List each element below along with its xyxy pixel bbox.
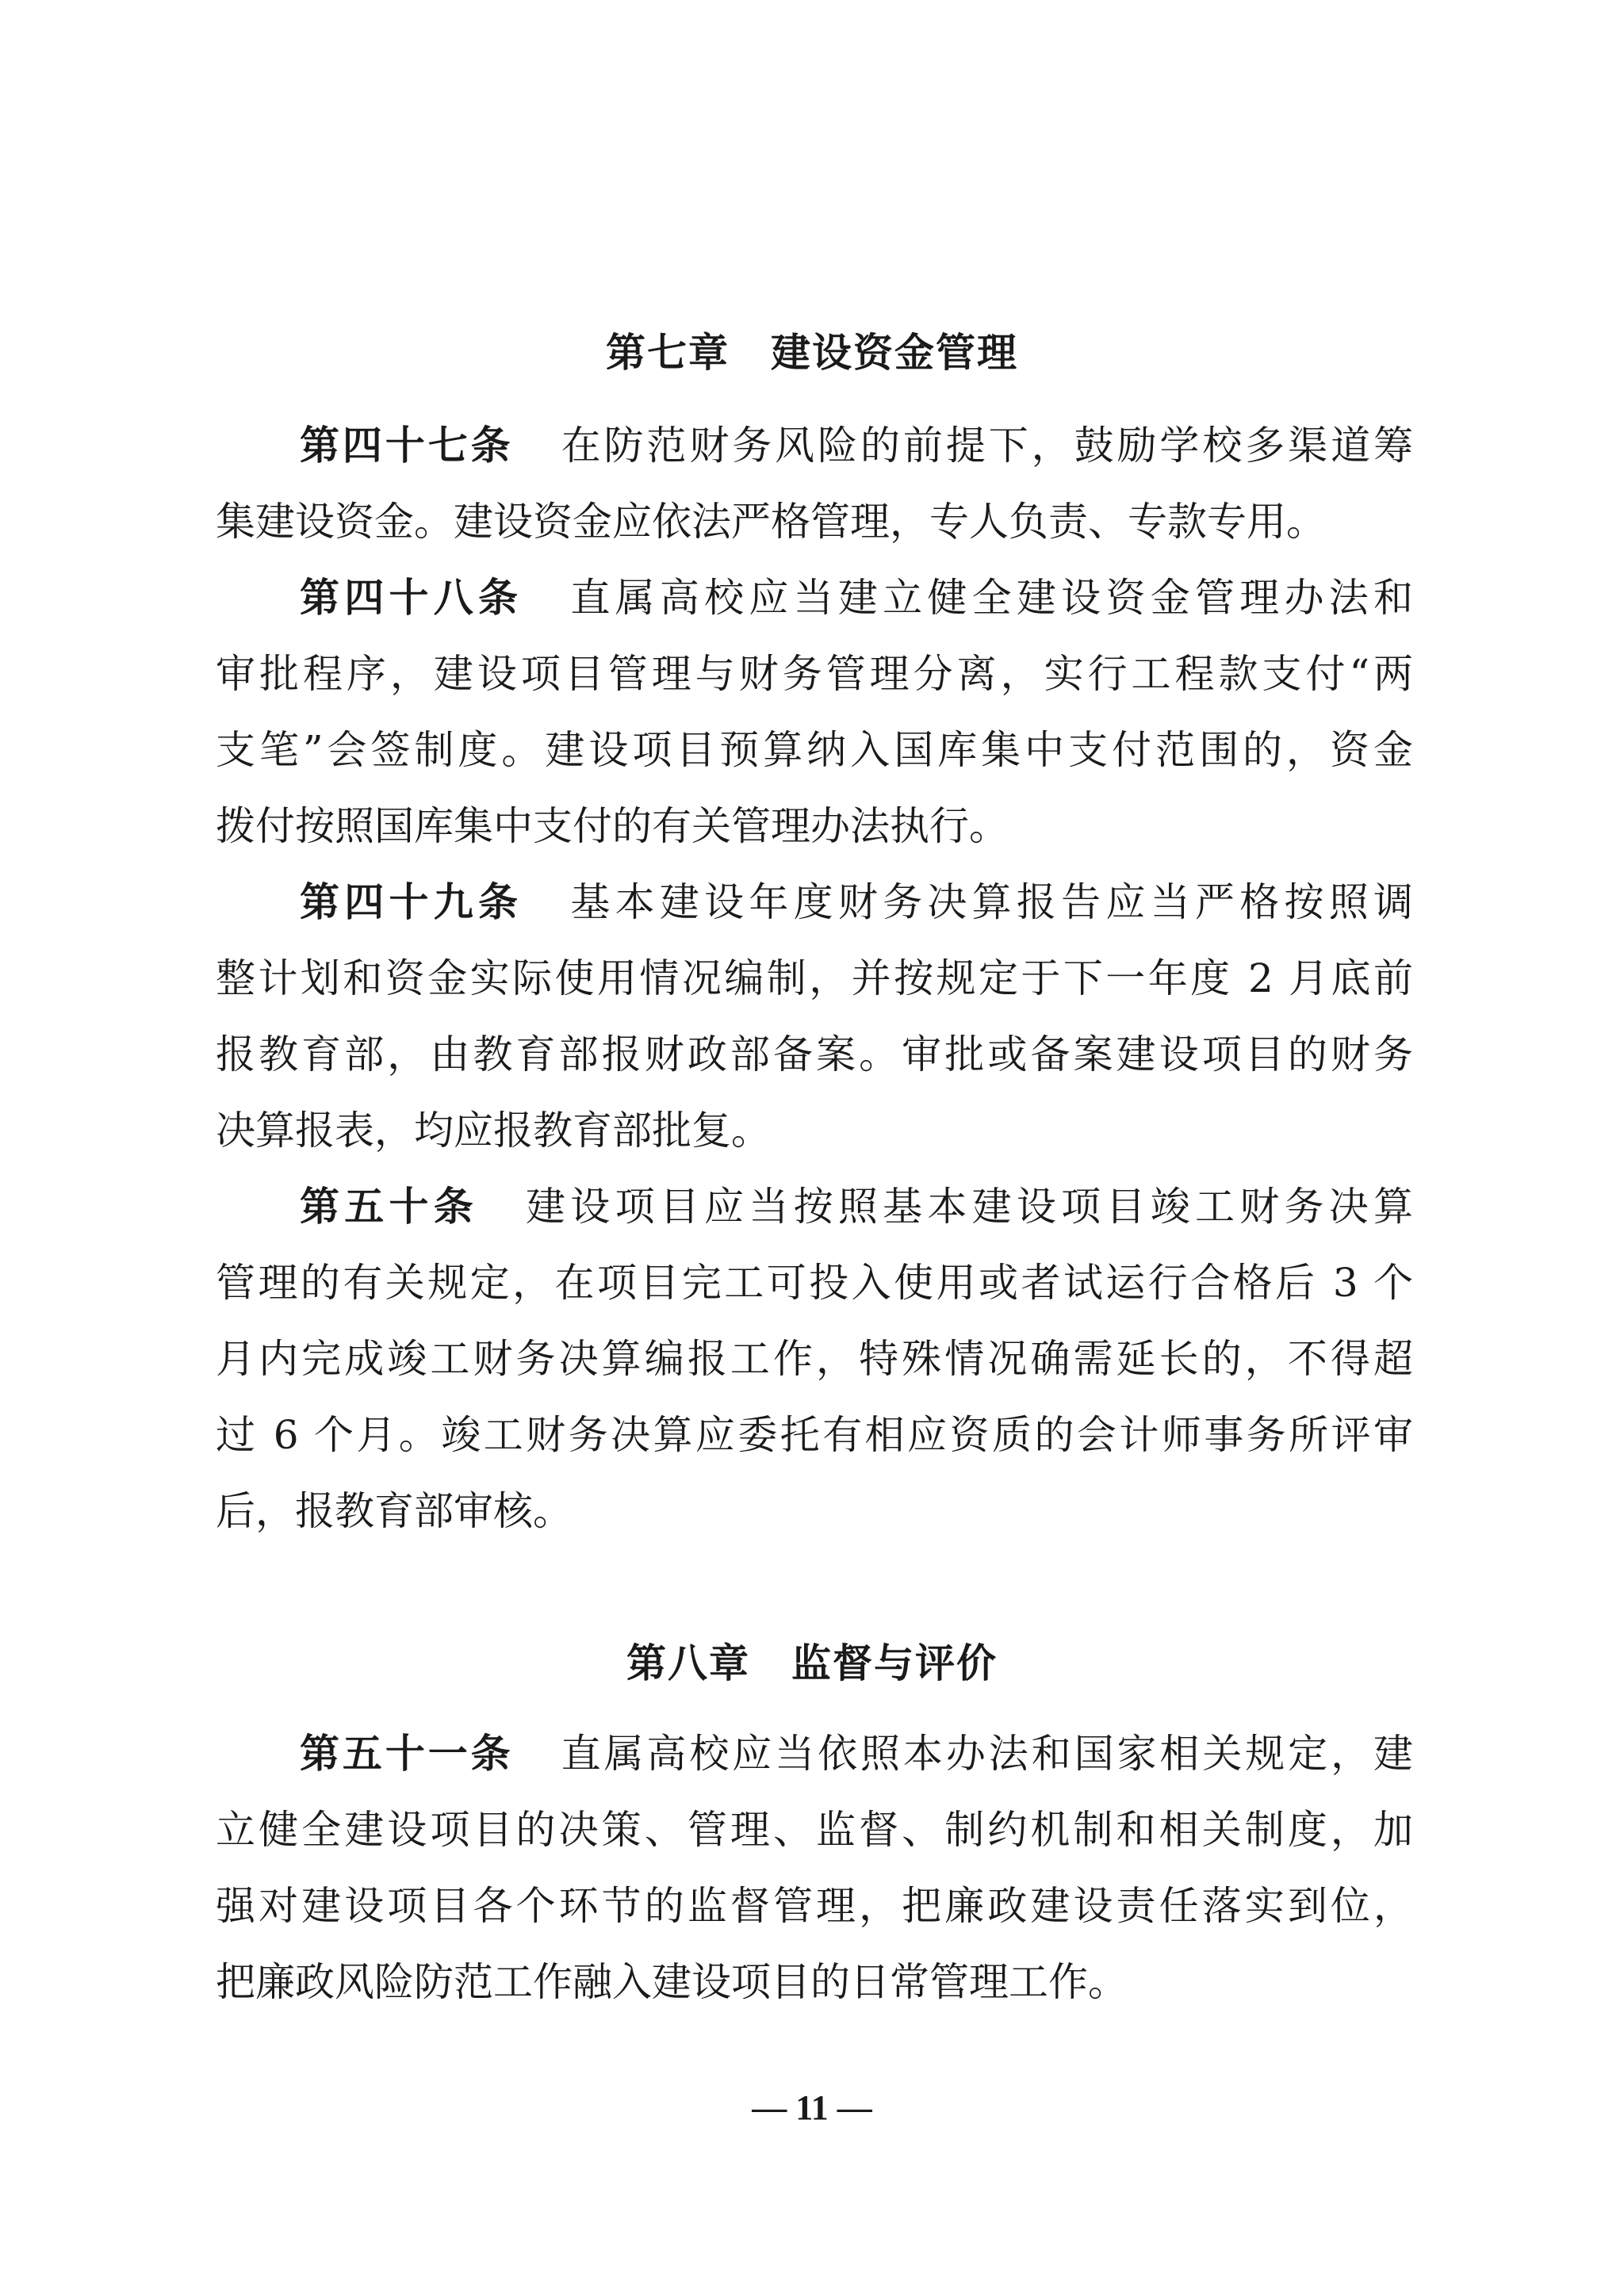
article-48-number: 第四十八条 (300, 574, 523, 621)
article-51-number: 第五十一条 (300, 1730, 514, 1777)
article-50-number: 第五十条 (300, 1183, 479, 1230)
article-48-text-1: 直属高校应当建立健全建设资金管理办法和 (570, 575, 1414, 621)
article-51-line-1 (300, 1730, 1413, 1777)
article-50-line-1 (300, 1183, 1413, 1230)
article-51-line-3: 强对建设项目各个环节的监督管理，把廉政建设责任落实到位， (216, 1883, 1413, 1929)
page-number: — 11 — (752, 2088, 872, 2127)
article-49-line-1 (300, 878, 1413, 926)
article-47-text-1: 在防范财务风险的前提下，鼓励学校多渠道筹 (561, 423, 1414, 469)
article-48-line-3: 支笔”会签制度。建设项目预算纳入国库集中支付范围的，资金 (216, 727, 1413, 773)
chapter-8-title: 第八章 监督与评价 (626, 1640, 998, 1686)
article-49-line-4: 决算报表，均应报教育部批复。 (216, 1108, 771, 1154)
article-50-line-3: 月内完成竣工财务决算编报工作，特殊情况确需延长的，不得超 (216, 1336, 1413, 1382)
article-48-line-1 (300, 574, 1413, 622)
article-49-text-1: 基本建设年度财务决算报告应当严格按照调 (570, 879, 1414, 925)
article-48-line-2: 审批程序，建设项目管理与财务管理分离，实行工程款支付“两 (216, 651, 1413, 697)
chapter-7-title: 第七章 建设资金管理 (606, 329, 1018, 376)
article-50-line-2: 管理的有关规定，在项目完工可投入使用或者试运行合格后 3 个 (216, 1260, 1413, 1306)
article-50-line-4: 过 6 个月。竣工财务决算应委托有相应资质的会计师事务所评审 (216, 1412, 1413, 1458)
article-50-text-1: 建设项目应当按照基本建设项目竣工财务决算 (526, 1184, 1414, 1230)
article-51-line-2: 立健全建设项目的决策、管理、监督、制约机制和相关制度，加 (216, 1807, 1413, 1853)
article-49-line-2: 整计划和资金实际使用情况编制，并按规定于下一年度 2 月底前 (216, 955, 1413, 1001)
article-47-line-2: 集建设资金。建设资金应依法严格管理，专人负责、专款专用。 (216, 499, 1326, 545)
article-47-line-1 (300, 422, 1413, 469)
article-47-number: 第四十七条 (300, 422, 514, 469)
article-51-line-4: 把廉政风险防范工作融入建设项目的日常管理工作。 (216, 1959, 1128, 2005)
article-48-line-4: 拨付按照国库集中支付的有关管理办法执行。 (216, 803, 1009, 849)
article-51-text-1: 直属高校应当依照本办法和国家相关规定，建 (561, 1731, 1414, 1777)
article-49-number: 第四十九条 (300, 878, 523, 925)
article-49-line-3: 报教育部，由教育部报财政部备案。审批或备案建设项目的财务 (216, 1031, 1413, 1077)
article-50-line-5: 后，报教育部审核。 (216, 1488, 573, 1534)
